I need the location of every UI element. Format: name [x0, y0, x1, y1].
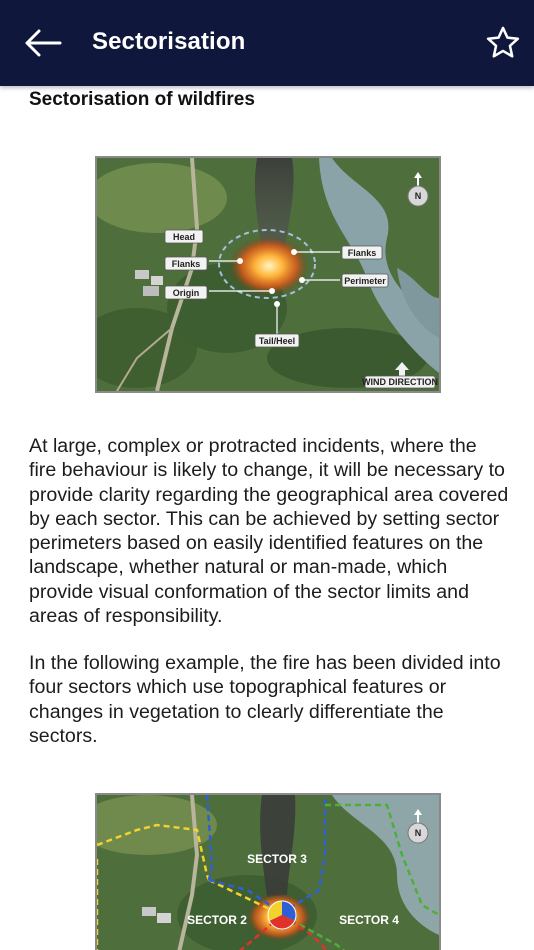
sector-pie-icon — [268, 901, 297, 930]
label-sector-2: SECTOR 2 — [187, 913, 247, 927]
svg-text:Flanks: Flanks — [171, 259, 201, 269]
label-perimeter — [342, 274, 388, 287]
back-button[interactable] — [20, 25, 64, 61]
svg-text:Flanks: Flanks — [347, 248, 377, 258]
section-heading: Sectorisation of wildfires — [29, 89, 255, 110]
svg-text:N: N — [414, 828, 422, 838]
svg-text:Perimeter: Perimeter — [344, 276, 386, 286]
wildfire-diagram-image — [95, 156, 441, 393]
svg-text:Head: Head — [172, 232, 196, 242]
label-origin — [165, 286, 207, 299]
label-sector-3: SECTOR 3 — [247, 852, 307, 866]
arrow-left-icon — [22, 28, 62, 58]
paragraph-four-sectors: In the following example, the fire has been divided into four sectors which use topographical features or changes in vegetation to clearly differentiate the sectors. — [29, 652, 501, 747]
svg-text:Origin: Origin — [172, 288, 200, 298]
favorite-button[interactable] — [482, 22, 524, 64]
svg-text:N: N — [414, 191, 422, 201]
page-title: Sectorisation — [92, 28, 246, 55]
label-tail — [255, 334, 299, 347]
label-head — [165, 230, 203, 243]
svg-text:WIND DIRECTION: WIND DIRECTION — [362, 377, 438, 387]
content-area[interactable] — [0, 86, 534, 950]
app-bar — [0, 0, 534, 86]
label-flanks-right — [342, 246, 382, 259]
svg-text:Tail/Heel: Tail/Heel — [258, 336, 296, 346]
label-sector-4: SECTOR 4 — [339, 913, 399, 927]
star-outline-icon — [484, 24, 522, 62]
sector-map-image — [95, 793, 441, 950]
label-flanks-left — [165, 257, 207, 270]
paragraph-sector-perimeters: At large, complex or protracted incidents, where the fire behaviour is likely to change, it will be necessary to provide clarity regarding the geographical area covered by each sector. This can be achieved by setting sector perimeters based on easily identified features on the landscape, whether natural or man-made, which provide visual conformation of the sector limits and areas of responsibility. — [29, 435, 509, 628]
